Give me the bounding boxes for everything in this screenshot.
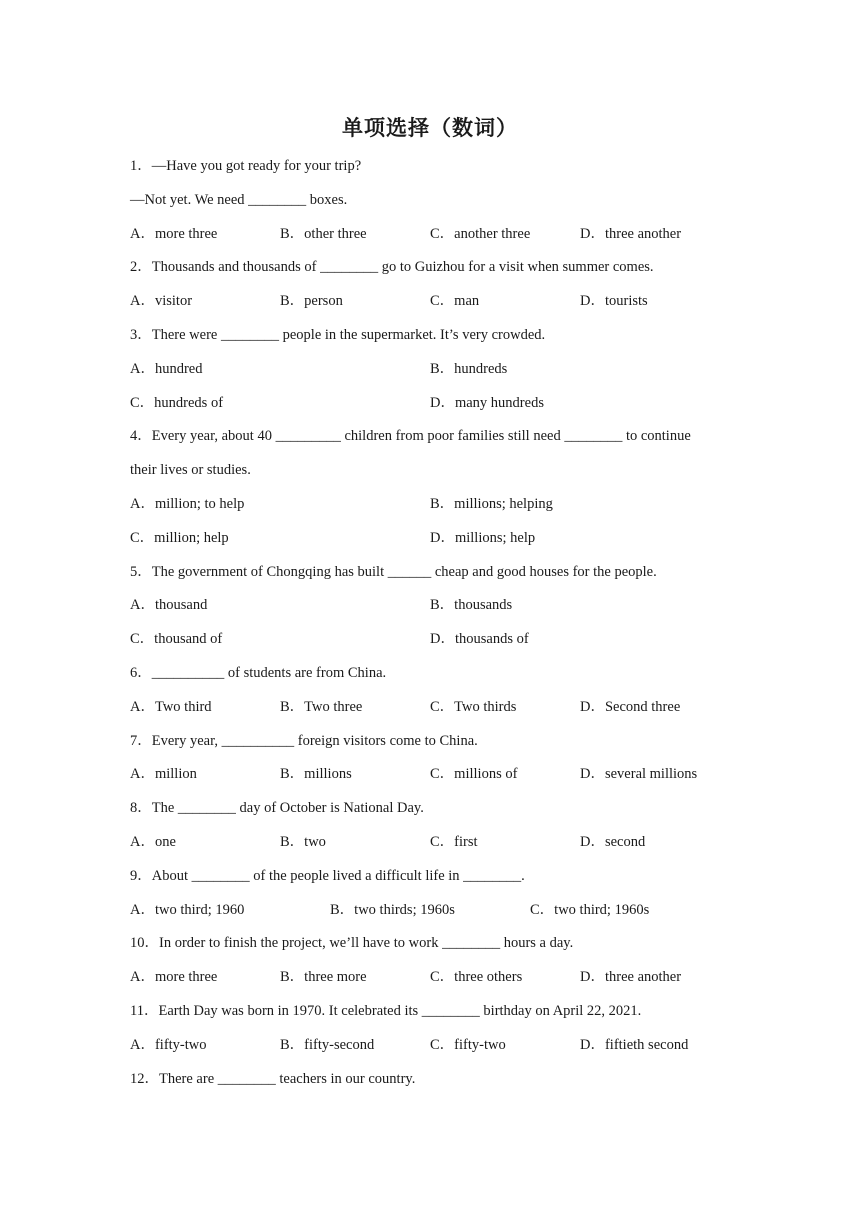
answer-option: C．first: [430, 833, 478, 850]
question-item: [130, 319, 730, 420]
option-row: [130, 1029, 730, 1063]
answer-option: D．three another: [580, 969, 682, 986]
answer-option: B．two thirds; 1960s: [330, 901, 455, 918]
question-item: [130, 420, 730, 555]
answer-option: C．another three: [430, 225, 531, 242]
option-row: [130, 522, 730, 556]
option-row: [130, 826, 730, 860]
question-stem: 11．Earth Day was born in 1970. It celebrated its ________ birthday on April 22, 2021.: [130, 1002, 642, 1019]
answer-option: A．million; to help: [130, 495, 245, 512]
answer-option: C．man: [430, 293, 480, 310]
answer-option: B．millions; helping: [430, 495, 553, 512]
answer-option: A．visitor: [130, 293, 193, 310]
answer-option: C．thousand of: [130, 631, 223, 648]
option-row: [130, 758, 730, 792]
answer-option: A．thousand: [130, 597, 208, 614]
answer-option: C．hundreds of: [130, 394, 224, 411]
option-row: [130, 218, 730, 252]
question-item: [130, 150, 730, 251]
question-item: [130, 251, 730, 319]
question-stem: 1．—Have you got ready for your trip?: [130, 158, 362, 174]
answer-option: C．Two thirds: [430, 698, 517, 715]
question-item: [130, 725, 730, 793]
option-row: [130, 285, 730, 319]
question-stem: 8．The ________ day of October is National Day.: [130, 800, 424, 817]
answer-option: B．person: [280, 293, 343, 310]
question-item: [130, 556, 730, 657]
question-stem: —Not yet. We need ________ boxes.: [130, 191, 348, 208]
question-stem: 12．There are ________ teachers in our country.: [130, 1070, 416, 1087]
answer-option: A．Two third: [130, 698, 212, 715]
answer-option: A．more three: [130, 969, 218, 986]
answer-option: D．second: [580, 833, 646, 850]
option-row: [130, 691, 730, 725]
option-row: [130, 623, 730, 657]
question-stem: 9．About ________ of the people lived a difficult life in ________.: [130, 867, 525, 884]
question-list: [130, 150, 730, 1096]
answer-option: D．many hundreds: [430, 394, 544, 411]
question-item: [130, 657, 730, 725]
answer-option: D．three another: [580, 225, 682, 242]
answer-option: D．several millions: [580, 766, 698, 783]
question-stem: 6．__________ of students are from China.: [130, 664, 387, 681]
option-row: [130, 589, 730, 623]
question-item: [130, 860, 730, 928]
answer-option: B．Two three: [280, 698, 363, 715]
question-stem: their lives or studies.: [130, 462, 251, 479]
answer-option: B．fifty-second: [280, 1036, 375, 1053]
answer-option: A．two third; 1960: [130, 901, 245, 918]
answer-option: A．million: [130, 766, 197, 783]
answer-option: B．other three: [280, 225, 367, 242]
question-item: [130, 792, 730, 860]
answer-option: B．three more: [280, 969, 367, 986]
answer-option: D．Second three: [580, 698, 681, 715]
question-stem: 4．Every year, about 40 _________ children from poor families still need ________ to continue: [130, 428, 691, 445]
answer-option: C．million; help: [130, 529, 229, 546]
question-stem: 2．Thousands and thousands of ________ go to Guizhou for a visit when summer comes.: [130, 259, 654, 276]
answer-option: D．fiftieth second: [580, 1036, 689, 1053]
option-row: [130, 488, 730, 522]
answer-option: A．fifty-two: [130, 1036, 207, 1053]
answer-option: A．hundred: [130, 360, 203, 377]
answer-option: C．millions of: [430, 766, 518, 783]
option-row: [130, 894, 730, 928]
answer-option: C．fifty-two: [430, 1036, 506, 1053]
question-item: [130, 995, 730, 1063]
answer-option: D．tourists: [580, 293, 648, 310]
option-row: [130, 387, 730, 421]
answer-option: D．millions; help: [430, 529, 536, 546]
question-stem: 5．The government of Chongqing has built ______ cheap and good houses for the people.: [130, 563, 657, 580]
answer-option: B．two: [280, 833, 326, 850]
question-item: [130, 927, 730, 995]
answer-option: B．millions: [280, 766, 352, 783]
answer-option: A．more three: [130, 225, 218, 242]
answer-option: C．three others: [430, 969, 523, 986]
question-stem: 10．In order to finish the project, we’ll have to work ________ hours a day.: [130, 935, 574, 952]
option-row: [130, 353, 730, 387]
answer-option: B．thousands: [430, 597, 513, 614]
option-row: [130, 961, 730, 995]
question-item: [130, 1063, 730, 1097]
page-title: 单项选择（数词）: [342, 116, 518, 140]
answer-option: C．two third; 1960s: [530, 901, 650, 918]
answer-option: B．hundreds: [430, 360, 508, 377]
answer-option: A．one: [130, 833, 176, 850]
question-stem: 3．There were ________ people in the supermarket. It’s very crowded.: [130, 326, 546, 343]
answer-option: D．thousands of: [430, 631, 529, 648]
question-stem: 7．Every year, __________ foreign visitors come to China.: [130, 732, 478, 749]
